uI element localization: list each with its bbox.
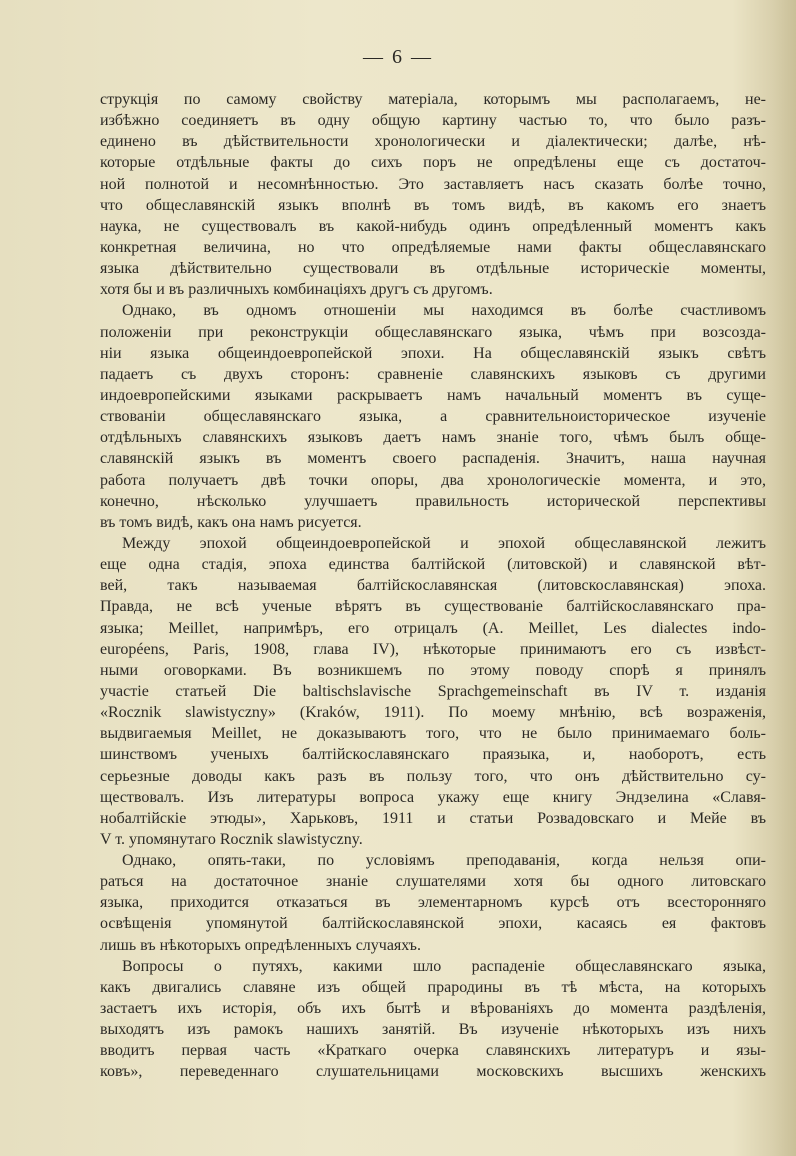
text-line: струкція по самому свойству матеріала, которымъ мы располагаемъ, не- (100, 91, 766, 108)
text-line: освѣщенія упомянутой балтійскославянской эпохи, касаясь ея фактовъ (100, 915, 766, 933)
text-line: падаетъ съ двухъ сторонъ: сравненіе славянскихъ языковъ съ другими (100, 365, 766, 383)
text-line: хотя бы и въ различныхъ комбинаціяхъ другъ съ другомъ. (100, 281, 493, 299)
text-line: раться на достаточное знаніе слушателями хотя бы одного литовскаго (100, 873, 766, 891)
text-line: нобалтійскіе этюды», Харьковъ, 1911 и статьи Розвадовскаго и Мейе въ (100, 809, 766, 827)
paragraph (100, 89, 766, 300)
text-line: отдѣльныхъ славянскихъ языковъ даетъ намъ знаніе того, чѣмъ былъ обще- (100, 429, 766, 447)
text-line: единено въ дѣйствительности хронологически и діалектически; далѣе, нѣ- (100, 133, 766, 151)
text-line: ными оговорками. Въ возникшемъ по этому поводу спорѣ я принялъ (100, 661, 766, 679)
text-line: избѣжно соединяетъ въ одну общую картину частью то, что было разъ- (100, 112, 766, 130)
text-line: Между эпохой общеиндоевропейской и эпохой общеславянской лежитъ (122, 534, 766, 552)
text-line: какъ двигались славяне изъ общей прародины въ тѣ мѣста, на которыхъ (100, 978, 766, 996)
text-line: въ томъ видѣ, какъ она намъ рисуется. (100, 513, 362, 531)
text-line: выдвигаемыя Meillet, не доказываютъ того, что не было принимаемаго боль- (100, 725, 766, 743)
text-line: которые отдѣльные факты до сихъ поръ не опредѣлены еще съ достаточ- (100, 154, 766, 172)
text-line: языка; Meillet, напримѣръ, его отрицалъ (A. Meillet, Les dialectes indo- (100, 619, 766, 637)
page-number: — 6 — (363, 46, 433, 68)
text-line: индоевропейскими языками раскрываетъ намъ начальный моментъ въ суще- (100, 386, 766, 404)
text-line: ніи языка общеиндоевропейской эпохи. На общеславянскій языкъ свѣтъ (100, 344, 766, 362)
text-line: положеніи при реконструкціи общеславянскаго языка, чѣмъ при возсозда- (100, 323, 766, 341)
paragraph (100, 533, 766, 850)
text-line: работа получаетъ двѣ точки опоры, два хронологическіе момента, и это, (100, 471, 766, 489)
text-line: наука, не существовалъ въ какой-нибудь одинъ опредѣленный моментъ какъ (100, 217, 766, 235)
text-line: ковъ», переведеннаго слушательницами московскихъ высшихъ женскихъ (100, 1063, 766, 1081)
text-line: языка, приходится отказаться въ элементарномъ курсѣ отъ всесторонняго (100, 894, 766, 912)
text-line: серьезные доводы какъ разъ въ пользу того, что онъ дѣйствительно су- (100, 767, 766, 785)
text-line: конечно, нѣсколько улучшаетъ правильность исторической перспективы (100, 492, 766, 510)
text-line: участіе статьей Die baltischslavische Sprachgemeinschaft въ IV т. изданія (100, 682, 766, 700)
text-line: еще одна стадія, эпоха единства балтійской (литовской) и славянской вѣт- (100, 556, 766, 574)
text-line: «Rocznik slawistyczny» (Kraków, 1911). По моему мнѣнію, всѣ возраженія, (100, 704, 766, 722)
paragraph (100, 300, 766, 533)
text-line: ствованіи общеславянскаго языка, а сравнительноисторическое изученіе (100, 408, 766, 426)
text-line: застаетъ ихъ исторія, объ ихъ бытѣ и вѣрованіяхъ до момента раздѣленія, (100, 1000, 766, 1018)
text-line: языка дѣйствительно существовали въ отдѣльные историческіе моменты, (100, 260, 766, 278)
text-line: Правда, не всѣ ученые вѣрятъ въ существованіе балтійскославянскаго пра- (100, 598, 766, 616)
text-line: Однако, опять-таки, по условіямъ преподаванія, когда нельзя опи- (122, 852, 766, 870)
paragraph (100, 850, 766, 956)
text-line: шинствомъ ученыхъ балтійскославянскаго праязыка, и, наоборотъ, есть (100, 746, 766, 764)
text-line: славянскій языкъ въ моментъ своего распаденія. Значитъ, наша научная (100, 450, 766, 468)
body-text (100, 89, 766, 1083)
text-line: ществовалъ. Изъ литературы вопроса укажу еще книгу Эндзелина «Славя- (100, 788, 766, 806)
text-line: выходятъ изъ рамокъ нашихъ занятій. Въ изученіе нѣкоторыхъ изъ нихъ (100, 1021, 766, 1039)
text-line: Вопросы о путяхъ, какими шло распаденіе общеславянскаго языка, (122, 957, 766, 975)
paragraph (100, 956, 766, 1083)
text-line: ной полнотой и несомнѣнностью. Это заставляетъ насъ сказать болѣе точно, (100, 175, 766, 193)
text-line: что общеславянскій языкъ вполнѣ въ томъ видѣ, въ какомъ его знаетъ (100, 196, 766, 214)
text-line: лишь въ нѣкоторыхъ опредѣленныхъ случаяхъ. (100, 936, 421, 954)
text-line: V т. упомянутаго Rocznik slawistyczny. (100, 830, 363, 848)
text-line: вей, такъ называемая балтійскославянская (литовскославянская) эпоха. (100, 577, 766, 595)
text-line: конкретная величина, но что опредѣляемые нами факты общеславянскаго (100, 238, 766, 256)
text-line: européens, Paris, 1908, глава IV), нѣкоторые принимаютъ его съ извѣст- (100, 640, 766, 658)
text-line: вводитъ первая часть «Краткаго очерка славянскихъ литературъ и язы- (100, 1042, 766, 1060)
text-line: Однако, въ одномъ отношеніи мы находимся въ болѣе счастливомъ (122, 302, 766, 320)
